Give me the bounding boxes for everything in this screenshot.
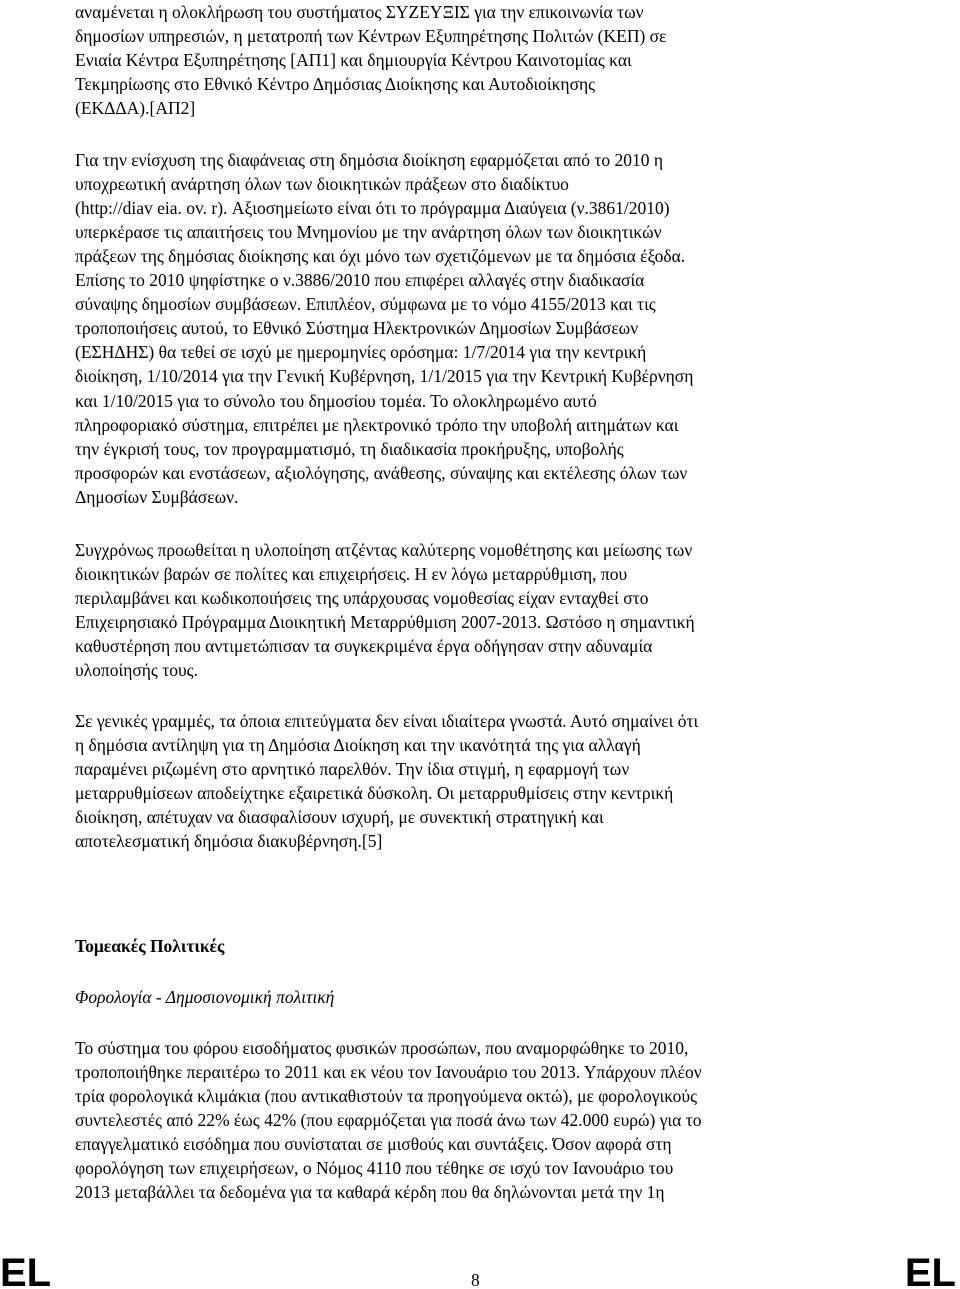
text-line: αναμένεται η ολοκλήρωση του συστήματος ΣΥΖΕΥΞΙΣ για την επικοινωνία των: [75, 2, 644, 22]
text-line: πράξεων της δημόσιας διοίκησης και όχι μόνο των σχετιζόμενων με τα δημόσια έξοδα.: [75, 246, 686, 266]
text-line: υπερκέρασε τις απαιτήσεις του Μνημονίου με την ανάρτηση όλων των διοικητικών: [75, 222, 662, 242]
text-line: διοικητικών βαρών σε πολίτες και επιχειρήσεις. Η εν λόγω μεταρρύθμιση, που: [75, 564, 628, 584]
text-line: Επίσης το 2010 ψηφίστηκε ο ν.3886/2010 που επιφέρει αλλαγές στην διαδικασία: [75, 270, 645, 290]
text-line: πληροφοριακό σύστημα, επιτρέπει με ηλεκτρονικό τρόπο την υποβολή αιτημάτων και: [75, 415, 679, 435]
text-line: Σε γενικές γραμμές, τα όποια επιτεύγματα δεν είναι ιδιαίτερα γνωστά. Αυτό σημαίνει ότι: [75, 711, 699, 731]
page-number: 8: [471, 1270, 480, 1289]
text-line: τρία φορολογικά κλιμάκια (που αντικαθιστούν τα προηγούμενα οκτώ), με φορολογικούς: [75, 1086, 697, 1106]
text-line: Για την ενίσχυση της διαφάνειας στη δημόσια διοίκηση εφαρμόζεται από το 2010 η: [75, 150, 664, 170]
text-line: διοίκηση, απέτυχαν να διασφαλίσουν ισχυρή, με συνεκτική στρατηγική και: [75, 807, 604, 827]
text-line: Ενιαία Κέντρα Εξυπηρέτησης [ΑΠ1] και δημιουργία Κέντρου Καινοτομίας και: [75, 50, 632, 70]
text-line: (ΕΚΔΔΑ).[ΑΠ2]: [75, 98, 196, 118]
text-line: διοίκηση, 1/10/2014 για την Γενική Κυβέρνηση, 1/1/2015 για την Κεντρική Κυβέρνηση: [75, 366, 694, 386]
text-line: η δημόσια αντίληψη για τη Δημόσια Διοίκηση και την ικανότητά της για αλλαγή: [75, 735, 641, 755]
text-line: Συγχρόνως προωθείται η υλοποίηση ατζέντας καλύτερης νομοθέτησης και μείωσης των: [75, 540, 693, 560]
text-line: Επιχειρησιακό Πρόγραμμα Διοικητική Μεταρρύθμιση 2007-2013. Ωστόσο η σημαντική: [75, 612, 695, 632]
text-line: Το σύστημα του φόρου εισοδήματος φυσικών προσώπων, που αναμορφώθηκε το 2010,: [75, 1038, 689, 1058]
text-line: και 1/10/2015 για το σύνολο του δημοσίου τομέα. Το ολοκληρωμένο αυτό: [75, 391, 597, 411]
text-line: μεταρρυθμίσεων αποδείχτηκε εξαιρετικά δύσκολη. Οι μεταρρυθμίσεις στην κεντρική: [75, 783, 674, 803]
text-line: προσφορών και ενστάσεων, αξιολόγησης, ανάθεσης, σύναψης και εκτέλεσης όλων των: [75, 463, 688, 483]
footer-language-mark-right: EL: [904, 1251, 956, 1289]
text-line: (ΕΣΗΔΗΣ) θα τεθεί σε ισχύ με ημερομηνίες ορόσημα: 1/7/2014 για την κεντρική: [75, 342, 647, 362]
text-line: επαγγελματικό εισόδημα που συνίσταται σε μισθούς και συντάξεις. Όσον αφορά στη: [75, 1134, 672, 1154]
footer-language-mark-left: EL: [0, 1251, 52, 1289]
text-line: σύναψης δημοσίων συμβάσεων. Επιπλέον, σύμφωνα με το νόμο 4155/2013 και τις: [75, 294, 656, 314]
text-line: τροποποιήσεις αυτού, το Εθνικό Σύστημα Ηλεκτρονικών Δημοσίων Συμβάσεων: [75, 318, 639, 338]
text-line: περιλαμβάνει και κωδικοποιήσεις της υπάρχουσας νομοθεσίας είχαν ενταχθεί στο: [75, 588, 649, 608]
text-line: φορολόγηση των επιχειρήσεων, ο Νόμος 4110 που τέθηκε σε ισχύ τον Ιανουάριο του: [75, 1158, 674, 1178]
text-line: υλοποίησής τους.: [75, 660, 198, 680]
subsection-heading: Φορολογία - Δημοσιονομική πολιτική: [75, 987, 335, 1007]
section-heading: Τομεακές Πολιτικές: [75, 936, 225, 956]
text-line: δημοσίων υπηρεσιών, η μετατροπή των Κέντρων Εξυπηρέτησης Πολιτών (ΚΕΠ) σε: [75, 26, 667, 46]
text-line: 2013 μεταβάλλει τα δεδομένα για τα καθαρά κέρδη που θα δηλώνονται μετά την 1η: [75, 1182, 665, 1202]
text-line: καθυστέρηση που αντιμετώπισαν τα συγκεκριμένα έργα οδήγησαν στην αδυναμία: [75, 636, 653, 656]
text-line: Δημοσίων Συμβάσεων.: [75, 487, 239, 507]
text-line: Τεκμηρίωσης στο Εθνικό Κέντρο Δημόσιας Διοίκησης και Αυτοδιοίκησης: [75, 74, 596, 94]
text-line: την έγκρισή τους, τον προγραμματισμό, τη διαδικασία προκήρυξης, υποβολής: [75, 439, 624, 459]
text-line: συντελεστές από 22% έως 42% (που εφαρμόζεται για ποσά άνω των 42.000 ευρώ) για το: [75, 1110, 702, 1130]
text-line: (http://diav eia. ov. r). Αξιοσημείωτο είναι ότι το πρόγραμμα Διαύγεια (ν.3861/2010): [75, 198, 670, 218]
text-line: τροποποιήθηκε περαιτέρω το 2011 και εκ νέου τον Ιανουάριο του 2013. Υπάρχουν πλέον: [75, 1062, 702, 1082]
text-line: υποχρεωτική ανάρτηση όλων των διοικητικών πράξεων στο διαδίκτυο: [75, 174, 569, 194]
text-line: αποτελεσματική δημόσια διακυβέρνηση.[5]: [75, 831, 383, 851]
text-line: παραμένει ριζωμένη στο αρνητικό παρελθόν. Την ίδια στιγμή, η εφαρμογή των: [75, 759, 630, 779]
